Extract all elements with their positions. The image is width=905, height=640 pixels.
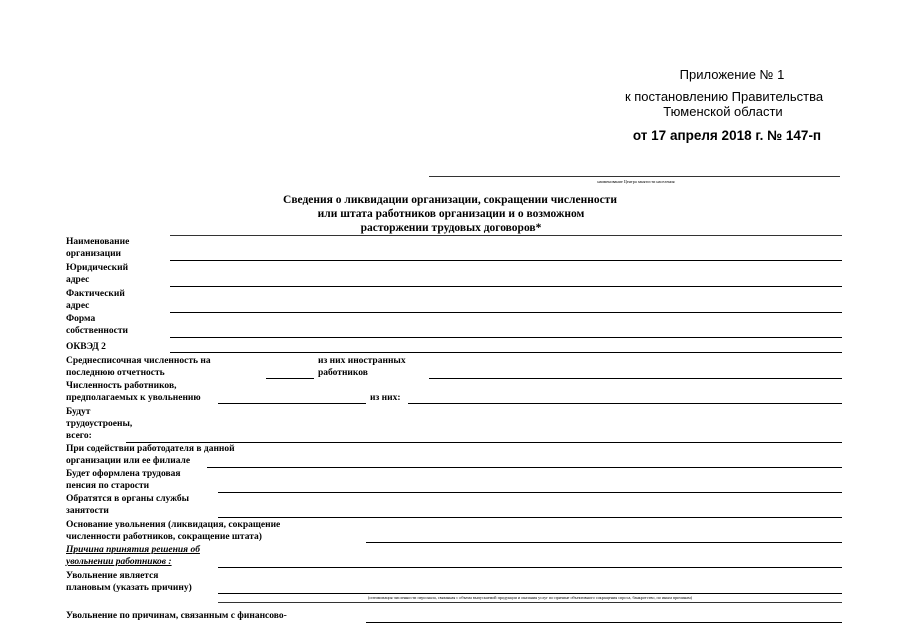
actual-address-field[interactable]: [170, 312, 842, 313]
ownership-field[interactable]: [170, 337, 842, 338]
form-title-line-2: или штата работников организации и о возможном: [317, 208, 585, 220]
of-them-field[interactable]: [408, 403, 842, 404]
decision-reason-label-1: Причина принятия решения об: [66, 545, 200, 555]
avg-headcount-label-2: последнюю отчетность: [66, 368, 165, 378]
resolution-line-2: Тюменской области: [663, 104, 783, 119]
appendix-title: Приложение № 1: [679, 67, 785, 82]
employed-label-3: всего:: [66, 431, 92, 441]
dismissal-basis-field[interactable]: [366, 542, 842, 543]
pension-label-2: пенсия по старости: [66, 481, 150, 491]
dismissal-basis-label-1: Основание увольнения (ликвидация, сокращение: [66, 520, 281, 530]
legal-address-label-2: адрес: [66, 275, 90, 285]
decision-reason-field[interactable]: [218, 567, 842, 568]
job-service-label-1: Обратятся в органы службы: [66, 494, 190, 504]
actual-address-label-2: адрес: [66, 301, 90, 311]
planned-note: (оптимизация численности персонала, связанная с объема выпускаемой продукции и оказания услуг по причине объективного сокращения спроса, банкротство, по иным причинам): [367, 595, 693, 600]
form-title-line-1: Сведения о ликвидации организации, сокращении численности: [283, 194, 617, 206]
org-name-label-2: организации: [66, 249, 122, 259]
of-them-label: из них:: [370, 393, 401, 403]
planned-label-2: плановым (указать причину): [66, 583, 192, 593]
org-name-field[interactable]: [170, 260, 842, 261]
dismissed-label-2: предполагаемых к увольнению: [66, 393, 201, 403]
planned-field[interactable]: [218, 593, 842, 594]
okved-field[interactable]: [170, 352, 842, 353]
planned-label-1: Увольнение является: [66, 571, 159, 581]
planned-note-line: [218, 602, 842, 603]
employment-center-line: [429, 176, 840, 177]
employer-help-field[interactable]: [207, 467, 842, 468]
ownership-label-2: собственности: [66, 326, 129, 336]
title-underline: [170, 235, 842, 236]
financial-field[interactable]: [366, 622, 842, 623]
employer-help-label-1: При содействии работодателя в данной: [66, 444, 235, 454]
legal-address-field[interactable]: [170, 286, 842, 287]
employed-label-2: трудоустроены,: [66, 419, 133, 429]
dismissal-basis-label-2: численности работников, сокращение штата): [66, 532, 262, 542]
okved-label: ОКВЭД 2: [66, 342, 106, 352]
job-service-field[interactable]: [218, 517, 842, 518]
dismissed-field[interactable]: [218, 403, 366, 404]
foreign-workers-label-1: из них иностранных: [318, 356, 406, 366]
foreign-workers-label-2: работников: [318, 368, 368, 378]
employment-center-caption: наименование Центра занятости населения: [597, 179, 675, 184]
form-title-line-3: расторжении трудовых договоров*: [360, 222, 542, 234]
pension-field[interactable]: [218, 492, 842, 493]
employer-help-label-2: организации или ее филиале: [66, 456, 191, 466]
avg-headcount-label-1: Среднесписочная численность на: [66, 356, 211, 366]
foreign-workers-field[interactable]: [429, 378, 842, 379]
pension-label-1: Будет оформлена трудовая: [66, 469, 181, 479]
avg-headcount-field[interactable]: [266, 378, 314, 379]
actual-address-label-1: Фактический: [66, 289, 125, 299]
dismissed-label-1: Численность работников,: [66, 381, 177, 391]
ownership-label-1: Форма: [66, 314, 96, 324]
resolution-date-number: от 17 апреля 2018 г. № 147-п: [632, 128, 822, 143]
job-service-label-2: занятости: [66, 506, 109, 516]
employed-label-1: Будут: [66, 407, 91, 417]
decision-reason-label-2: увольнении работников :: [66, 557, 172, 567]
legal-address-label-1: Юридический: [66, 263, 129, 273]
org-name-label-1: Наименование: [66, 237, 130, 247]
financial-label-1: Увольнение по причинам, связанным с финансово-: [66, 611, 287, 621]
resolution-line-1: к постановлению Правительства: [624, 89, 824, 104]
